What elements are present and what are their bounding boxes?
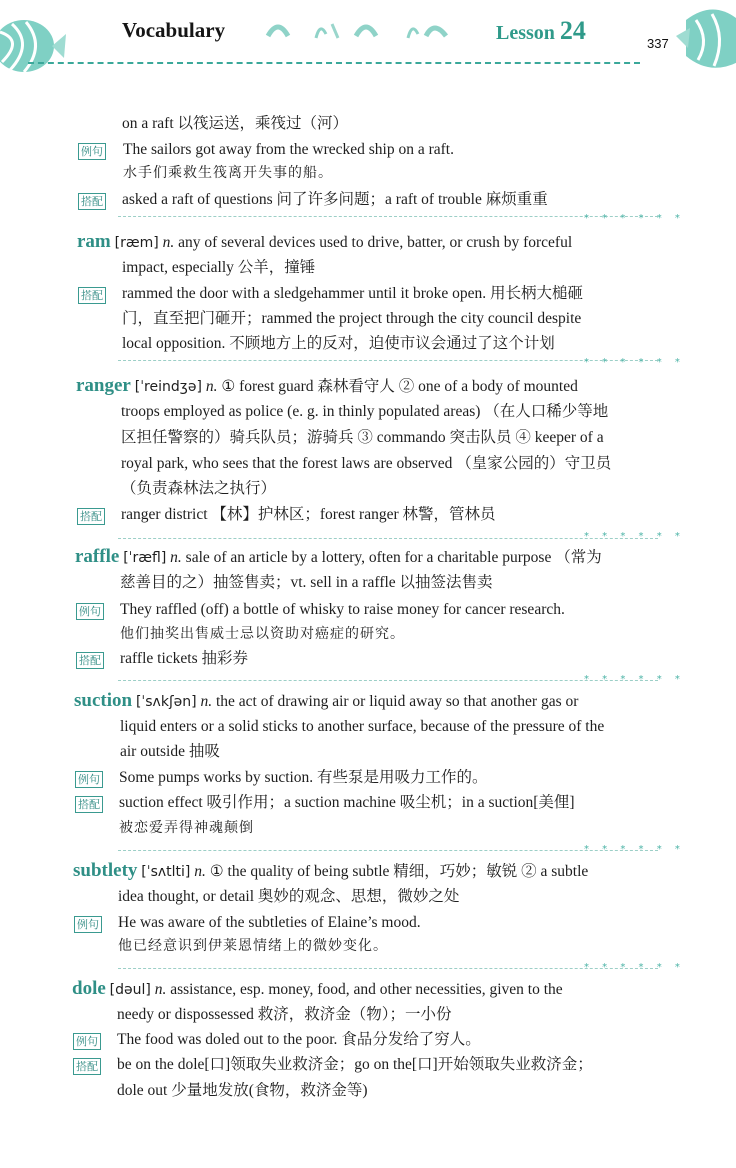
collocation-tag: 搭配 (73, 1058, 101, 1075)
phonetic: [ræm] (114, 235, 159, 251)
part-of-speech: n. (170, 549, 182, 566)
definition: （负责森林法之执行） (121, 480, 277, 497)
separator-stars: * * * * * * (584, 213, 685, 224)
collocation: dole out 少量地发放(食物，救济金等) (117, 1082, 368, 1099)
separator-stars: * * * * * * (584, 531, 685, 542)
phonetic: [ˈræfl] (123, 550, 167, 566)
separator (118, 216, 658, 217)
definition: needy or dispossessed 救济，救济金（物）；一小份 (117, 1006, 452, 1023)
phonetic: [ˈreindʒə] (134, 379, 202, 395)
headword: suction (74, 690, 133, 711)
phonetic: [ˈsʌkʃən] (135, 694, 197, 710)
definition: impact, especially 公羊，撞锤 (122, 259, 316, 276)
part-of-speech: n. (200, 693, 213, 710)
page-header (0, 0, 736, 80)
headword: ranger (76, 375, 131, 396)
separator-stars: * * * * * * (584, 357, 685, 368)
headword: raffle (75, 546, 120, 567)
collocation: rammed the door with a sledgehammer until it broke open. 用长柄大槌砸 (122, 285, 584, 302)
collocation: 被恋爱弄得神魂颠倒 (119, 821, 254, 836)
example-tag: 例句 (74, 916, 102, 933)
page-number: 337 (647, 36, 669, 51)
part-of-speech: n. (154, 981, 167, 998)
lesson-word: Lesson (496, 22, 555, 44)
separator-stars: * * * * * * (584, 962, 685, 973)
section-title: Vocabulary (122, 18, 226, 42)
collocation-tag: 搭配 (75, 796, 103, 813)
example-cn: 水手们乘救生筏离开失事的船。 (123, 166, 333, 181)
example-tag: 例句 (75, 771, 103, 788)
collocation: raffle tickets 抽彩券 (120, 650, 248, 667)
collocation: ranger district 【林】护林区；forest ranger 林警，管林员 (121, 506, 496, 523)
example-tag: 例句 (73, 1033, 101, 1050)
definition: royal park, who sees that the forest laws are observed （皇家公园的）守卫员 (121, 455, 612, 472)
headword: subtlety (73, 860, 138, 881)
headword: ram (77, 231, 111, 252)
definition: air outside 抽吸 (120, 743, 220, 760)
separator-stars: * * * * * * (584, 844, 685, 855)
fish-icon (0, 10, 66, 80)
definition: ① forest guard 森林看守人 ② one of a body of mounted (221, 378, 578, 395)
part-of-speech: n. (205, 378, 218, 395)
collocation: be on the dole[口]领取失业救济金；go on the[口]开始领取失业救济金； (117, 1056, 593, 1073)
entry-dole (72, 978, 563, 1001)
definition: ① the quality of being subtle 精细，巧妙；敏锐 ② a subtle (209, 863, 589, 880)
definition: troops employed as police (e. g. in thinly populated areas) （在人口稀少等地 (121, 403, 609, 420)
separator (118, 850, 658, 851)
entry-ranger (76, 375, 578, 398)
definition: any of several devices used to drive, batter, or crush by forceful (178, 234, 573, 251)
example-cn: 他们抽奖出售威士忌以资助对癌症的研究。 (120, 627, 405, 642)
example-en: The sailors got away from the wrecked ship on a raft. (123, 141, 454, 158)
collocation-tag: 搭配 (78, 193, 106, 210)
collocation: asked a raft of questions 问了许多问题；a raft of trouble 麻烦重重 (122, 191, 548, 208)
example-cn: 他已经意识到伊莱恩情绪上的微妙变化。 (118, 939, 388, 954)
collocation: local opposition. 不顾地方上的反对，迫使市议会通过了这个计划 (122, 335, 555, 352)
seaweed-icon (262, 16, 472, 42)
entry-text: on a raft 以筏运送，乘筏过（河） (122, 115, 349, 132)
example: The food was doled out to the poor. 食品分发给了穷人。 (117, 1031, 481, 1048)
example-en: He was aware of the subtleties of Elaine’s mood. (118, 914, 421, 931)
example-tag: 例句 (78, 143, 106, 160)
entry-ram (77, 231, 572, 254)
separator (118, 968, 658, 969)
example-en: They raffled (off) a bottle of whisky to raise money for cancer research. (120, 601, 565, 618)
collocation: suction effect 吸引作用；a suction machine 吸尘机；in a suction[美俚] (119, 794, 575, 811)
collocation-tag: 搭配 (77, 508, 105, 525)
headword: dole (72, 978, 106, 999)
lesson-label (496, 16, 586, 46)
definition: the act of drawing air or liquid away so that another gas or (215, 693, 579, 710)
definition: 区担任警察的）骑兵队员；游骑兵 ③ commando 突击队员 ④ keeper of a (121, 429, 604, 446)
separator (118, 538, 658, 539)
fish-icon (676, 0, 736, 76)
definition: sale of an article by a lottery, often for a charitable purpose （常为 (185, 549, 602, 566)
definition: liquid enters or a solid sticks to another surface, because of the pressure of the (120, 718, 605, 735)
part-of-speech: n. (162, 234, 175, 251)
definition: idea thought, or detail 奥妙的观念、思想，微妙之处 (118, 888, 460, 905)
definition: 慈善目的之）抽签售卖；vt. sell in a raffle 以抽签法售卖 (120, 574, 493, 591)
entry-raffle (75, 546, 602, 569)
example: Some pumps works by suction. 有些泵是用吸力工作的。 (119, 769, 488, 786)
entry-subtlety (73, 860, 588, 883)
collocation: 门，直至把门砸开；rammed the project through the city council despite (122, 310, 582, 327)
collocation-tag: 搭配 (76, 652, 104, 669)
lesson-number: 24 (559, 16, 586, 45)
collocation-tag: 搭配 (78, 287, 106, 304)
header-divider (28, 62, 640, 64)
entry-suction (74, 690, 578, 713)
separator-stars: * * * * * * (584, 674, 685, 685)
part-of-speech: n. (194, 863, 206, 880)
definition: assistance, esp. money, food, and other necessities, given to the (170, 981, 563, 998)
phonetic: [dəul] (109, 982, 151, 998)
phonetic: [ˈsʌtlti] (141, 864, 191, 880)
separator (118, 680, 658, 681)
separator (118, 360, 658, 361)
example-tag: 例句 (76, 603, 104, 620)
